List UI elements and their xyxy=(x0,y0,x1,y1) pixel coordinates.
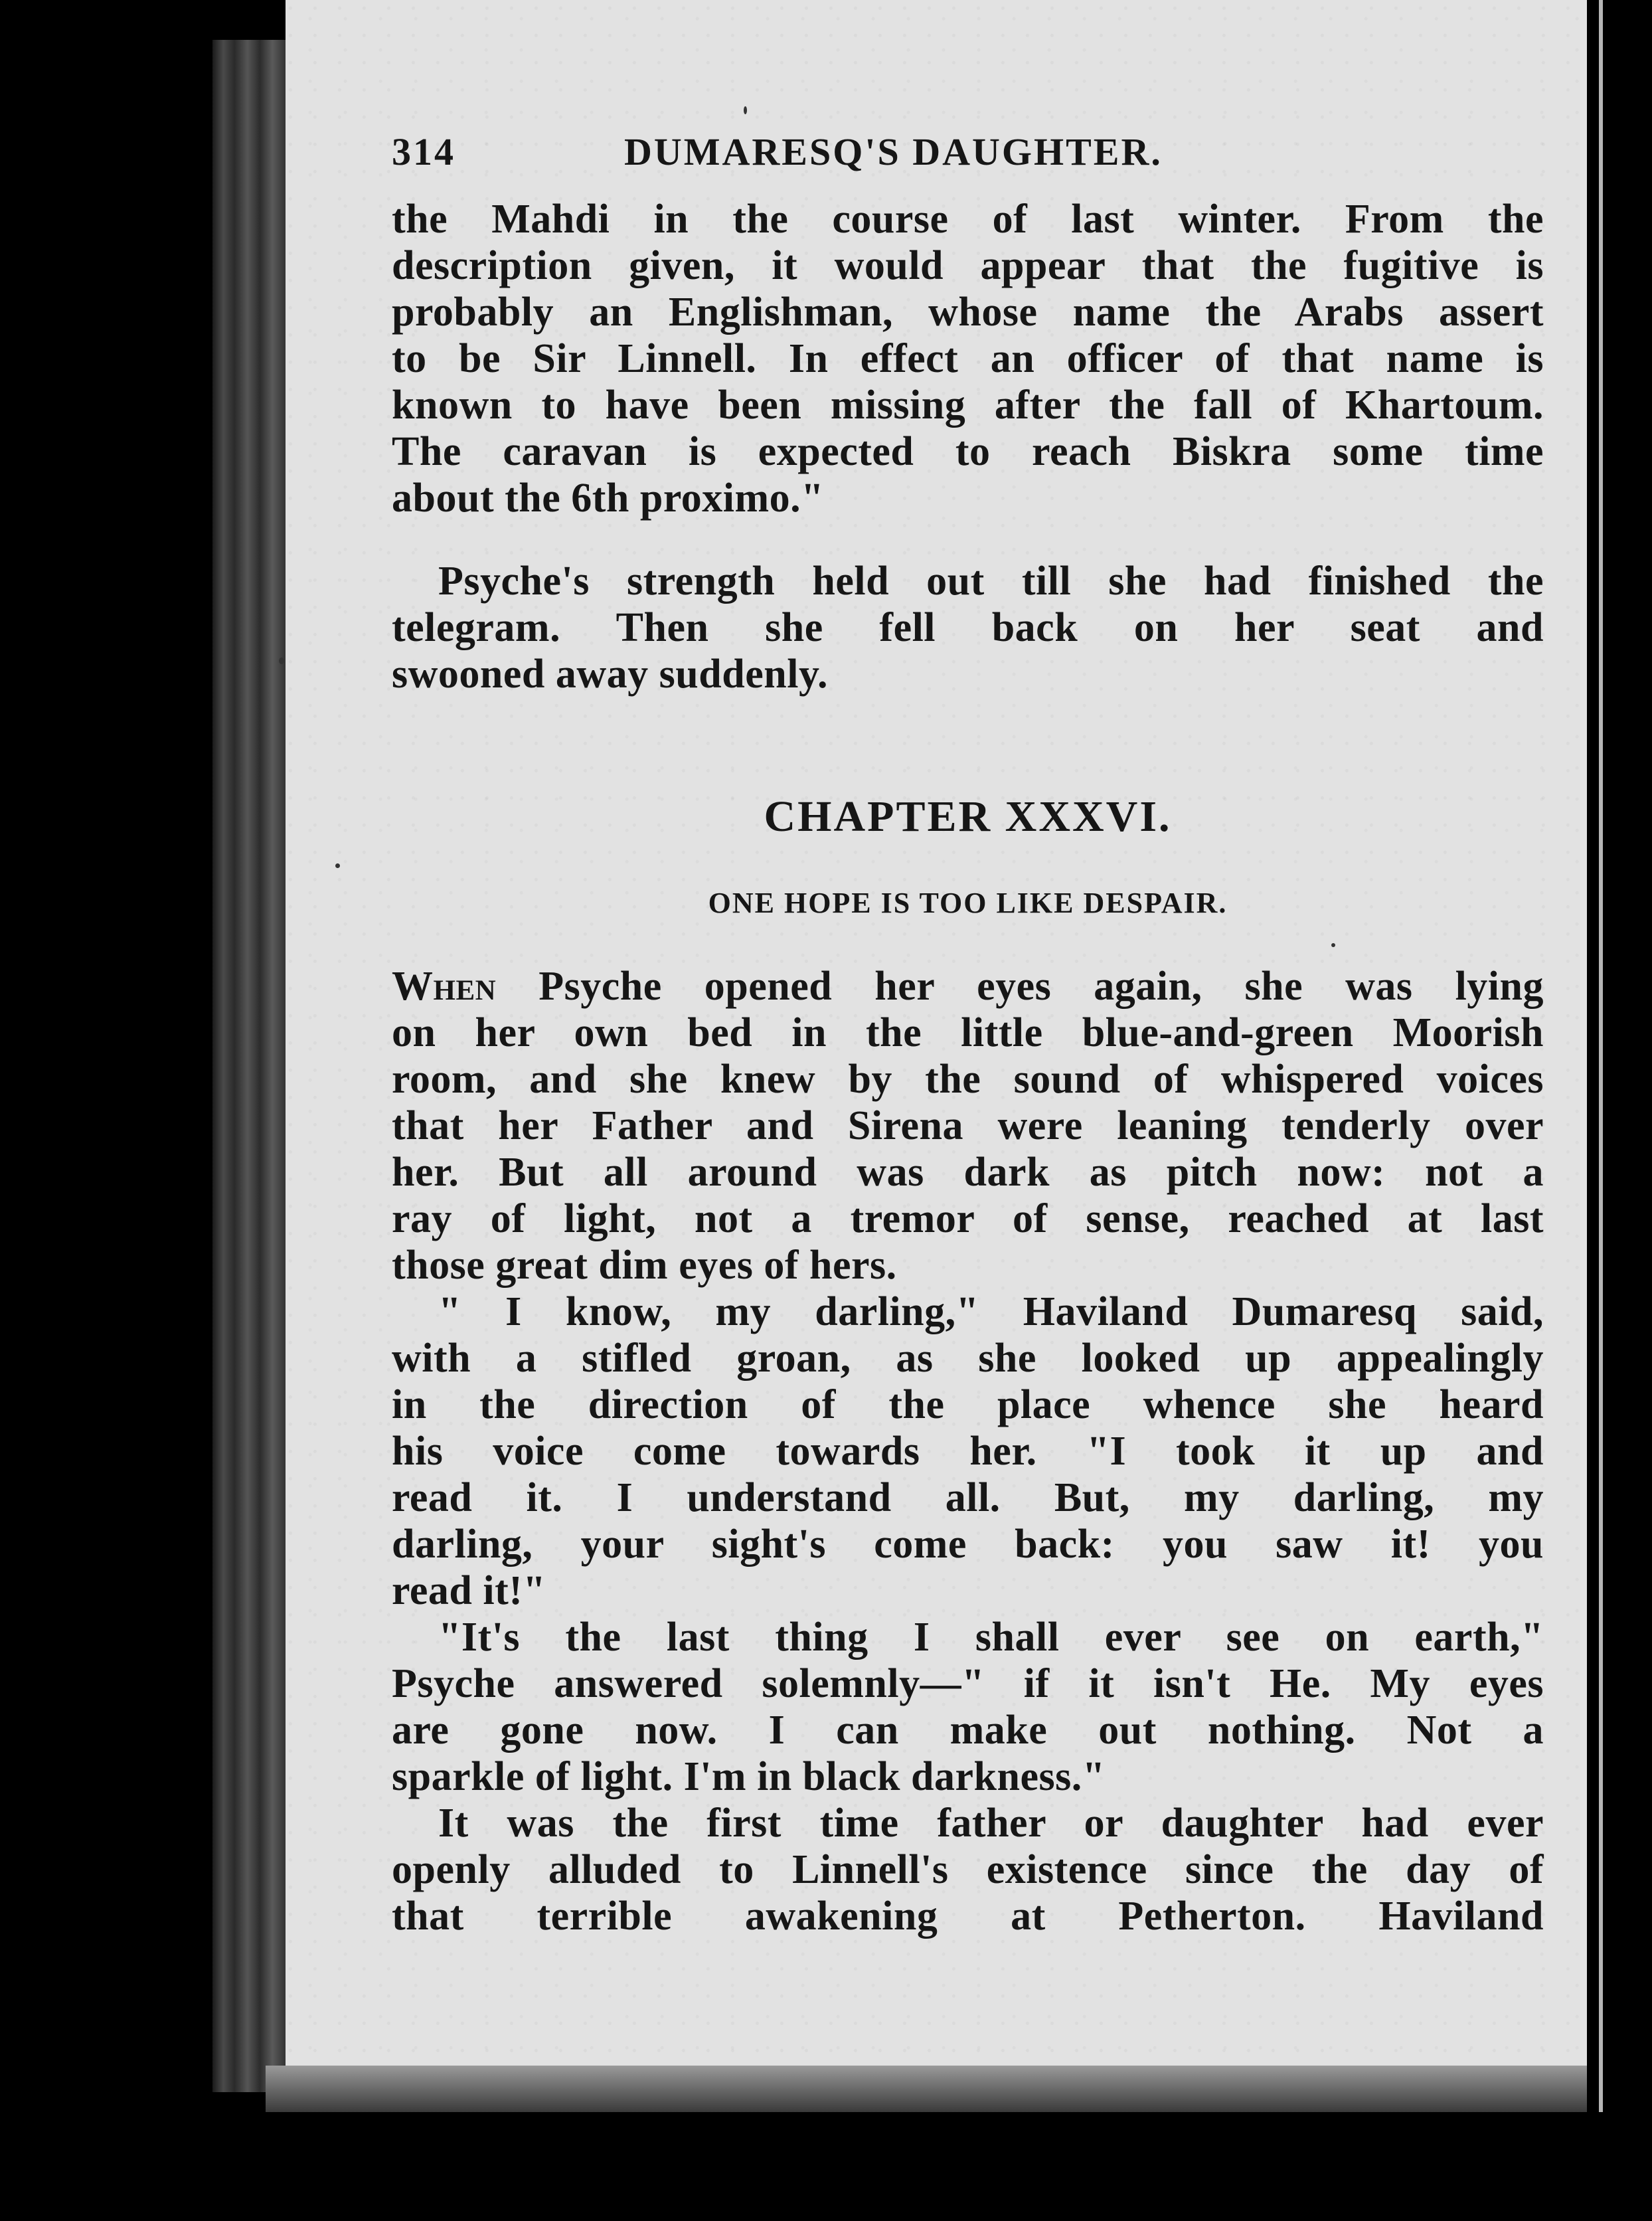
text-line: telegram. Then she fell back on her seat and xyxy=(392,605,1544,650)
text-line: about the 6th proximo." xyxy=(392,476,825,521)
dust-speck xyxy=(744,106,747,114)
text-line: his voice come towards her. "I took it up and xyxy=(392,1429,1544,1474)
paragraph-father-speaks xyxy=(392,1288,1544,1614)
running-head xyxy=(392,130,1544,196)
text-line: It was the first time father or daughter had ever xyxy=(438,1801,1544,1846)
text-line: are gone now. I can make out nothing. Not a xyxy=(392,1708,1544,1753)
text-line: darling, your sight's come back: you saw it! you xyxy=(392,1522,1544,1567)
chapter-subtitle: ONE HOPE IS TOO LIKE DESPAIR. xyxy=(708,887,1228,919)
book-edge-strip xyxy=(212,40,286,2092)
page-number: 314 xyxy=(392,130,455,173)
paragraph-telegram-end xyxy=(392,196,1544,521)
text-line: probably an Englishman, whose name the Arabs assert xyxy=(392,290,1544,335)
text-line: to be Sir Linnell. In effect an officer of that name is xyxy=(392,336,1544,381)
right-page-edge xyxy=(1599,0,1603,2112)
text-line: that her Father and Sirena were leaning tenderly over xyxy=(392,1103,1544,1148)
text-line: " I know, my darling," Haviland Dumaresq said, xyxy=(438,1289,1544,1334)
right-margin-dark xyxy=(1587,0,1652,2221)
text-line: openly alluded to Linnell's existence since the day of xyxy=(392,1847,1544,1892)
running-title: DUMARESQ'S DAUGHTER. xyxy=(624,130,1163,173)
text-line: that terrible awakening at Petherton. Haviland xyxy=(392,1894,1544,1939)
dust-speck xyxy=(279,658,284,664)
chapter-gap xyxy=(392,697,1544,790)
dust-speck xyxy=(335,863,340,868)
text-line: swooned away suddenly. xyxy=(392,652,829,697)
paragraph-swoon xyxy=(392,558,1544,697)
text-line: read it. I understand all. But, my darling, my xyxy=(392,1475,1544,1520)
text-line: The caravan is expected to reach Biskra some time xyxy=(392,429,1544,474)
text-line: with a stifled groan, as she looked up appealingly xyxy=(392,1336,1544,1381)
text-line: read it!" xyxy=(392,1568,546,1613)
chapter-heading: CHAPTER XXXVI. xyxy=(764,792,1172,841)
subtitle-gap xyxy=(392,923,1544,963)
paragraph-psyche-answers xyxy=(392,1614,1544,1800)
text-line: Psyche answered solemnly—" if it isn't He. My eyes xyxy=(392,1661,1544,1706)
text-line: the Mahdi in the course of last winter. From the xyxy=(392,197,1544,242)
text-line: her. But all around was dark as pitch now: not a xyxy=(392,1150,1544,1195)
text-line: sparkle of light. I'm in black darkness." xyxy=(392,1754,1106,1799)
text-line: ray of light, not a tremor of sense, reached at last xyxy=(392,1196,1544,1241)
text-line: those great dim eyes of hers. xyxy=(392,1243,897,1288)
text-line: room, and she knew by the sound of whispered voices xyxy=(392,1057,1544,1102)
text-line xyxy=(392,963,1544,1010)
text-line: Psyche's strength held out till she had finished the xyxy=(438,559,1544,604)
text-line: "It's the last thing I shall ever see on earth," xyxy=(438,1615,1544,1660)
paragraph-first-time xyxy=(392,1800,1544,1939)
text-line: in the direction of the place whence she heard xyxy=(392,1382,1544,1427)
paragraph-opening xyxy=(392,963,1544,1288)
text-line: known to have been missing after the fall of Khartoum. xyxy=(392,383,1544,428)
text-block xyxy=(392,130,1544,1939)
drop-word: When xyxy=(392,964,497,1009)
first-line-rest: Psyche opened her eyes again, she was lying xyxy=(496,964,1544,1009)
page-bottom-shadow xyxy=(266,2066,1594,2112)
text-line: on her own bed in the little blue-and-green Moorish xyxy=(392,1010,1544,1055)
text-line: description given, it would appear that the fugitive is xyxy=(392,243,1544,288)
paragraph-gap xyxy=(392,521,1544,558)
